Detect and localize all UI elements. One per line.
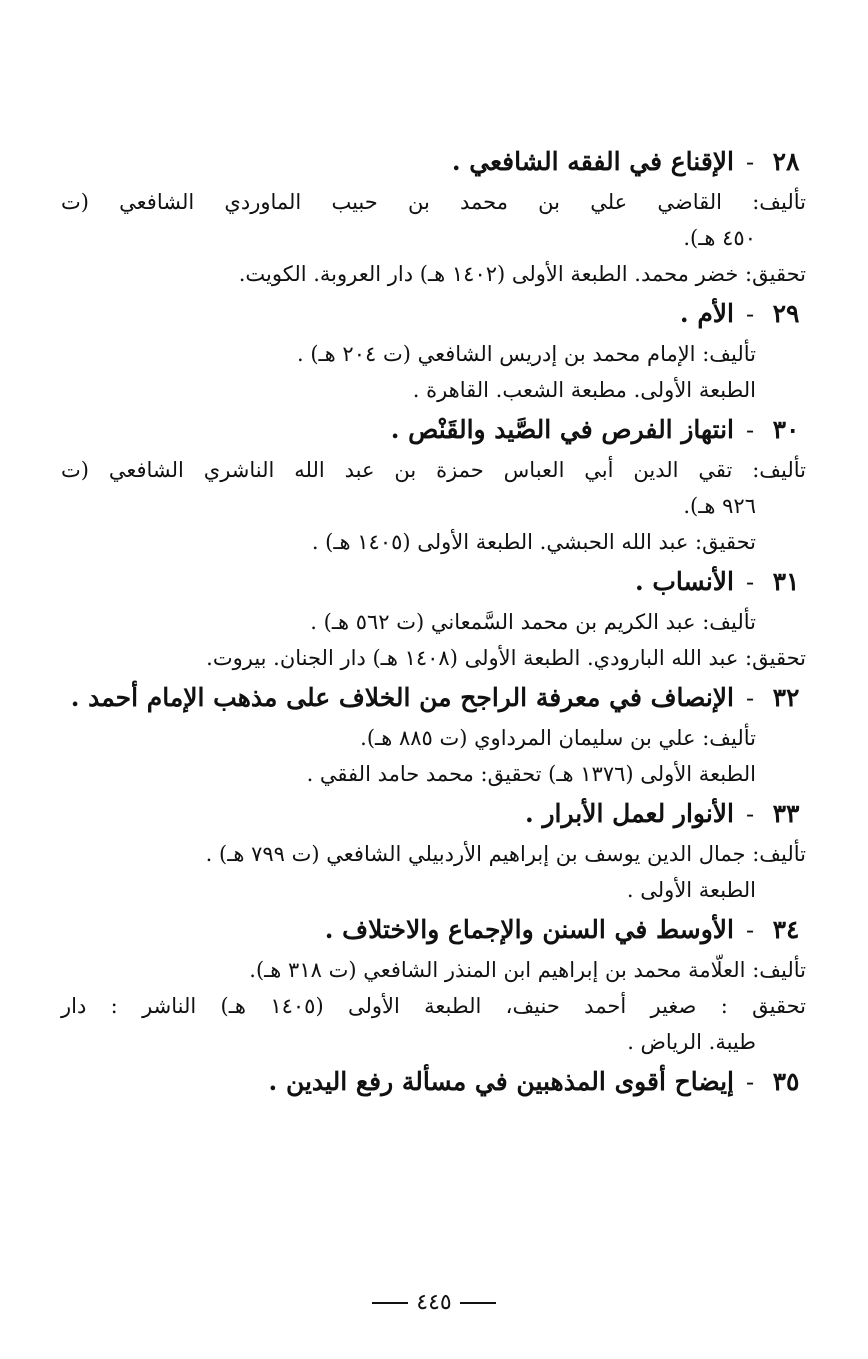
entry-detail-line: طيبة. الرياض . — [627, 1030, 756, 1054]
entry-heading — [61, 560, 806, 604]
entry-title: الإقناع في الفقه الشافعي . — [451, 147, 734, 176]
entry-dash: - — [745, 300, 755, 328]
entry-detail-line: تحقيق: عبد الله الحبشي. الطبعة الأولى (١٤٠٥ هـ) . — [311, 530, 756, 554]
entry-title: الأنساب . — [634, 567, 734, 596]
entry-number: ٢٩ — [772, 299, 800, 328]
entry-title: الأنوار لعمل الأبرار . — [525, 799, 734, 828]
entry-detail-line: تحقيق: عبد الله البارودي. الطبعة الأولى (١٤٠٨ هـ) دار الجنان. بيروت. — [206, 646, 806, 670]
entry-title: انتهاز الفرص في الصَّيد والقَنْص . — [390, 415, 734, 444]
entry-detail-line: تأليف: العلّامة محمد بن إبراهيم ابن المنذر الشافعي (ت ٣١٨ هـ). — [249, 958, 806, 982]
entry-detail-line: تأليف: علي بن سليمان المرداوي (ت ٨٨٥ هـ). — [360, 726, 756, 750]
entry-number: ٣٠ — [772, 415, 800, 444]
entry-detail-line: تأليف: جمال الدين يوسف بن إبراهيم الأردبيلي الشافعي (ت ٧٩٩ هـ) . — [205, 842, 806, 866]
entry-heading — [61, 140, 806, 184]
folio-dash-left — [460, 1302, 496, 1304]
entry-dash: - — [745, 916, 755, 944]
entry-detail-line: الطبعة الأولى. مطبعة الشعب. القاهرة . — [412, 378, 756, 402]
entry-dash: - — [745, 568, 755, 596]
entry-title: إيضاح أقوى المذهبين في مسألة رفع اليدين . — [268, 1067, 734, 1096]
page-number — [0, 1290, 868, 1315]
entry-number: ٣٤ — [772, 915, 800, 944]
entry-detail-line: الطبعة الأولى (١٣٧٦ هـ) تحقيق: محمد حامد الفقي . — [306, 762, 756, 786]
page-number-text: ٤٤٥ — [416, 1290, 452, 1315]
entry-number: ٢٨ — [772, 147, 800, 176]
entry-title: الإنصاف في معرفة الراجح من الخلاف على مذهب الإمام أحمد . — [70, 683, 734, 712]
entry-dash: - — [745, 800, 755, 828]
entry-dash: - — [745, 148, 755, 176]
bibliography-entry — [61, 140, 806, 292]
bibliography-entry — [61, 908, 806, 1060]
entry-detail-line: الطبعة الأولى . — [626, 878, 756, 902]
entry-heading — [61, 792, 806, 836]
entry-title: الأوسط في السنن والإجماع والاختلاف . — [324, 915, 734, 944]
entry-detail-line: تحقيق: خضر محمد. الطبعة الأولى (١٤٠٢ هـ) دار العروبة. الكويت. — [238, 262, 806, 286]
bibliography-entry — [61, 792, 806, 908]
bibliography-entry — [61, 676, 806, 792]
bibliography-entry — [61, 1060, 806, 1104]
entry-heading — [61, 408, 806, 452]
entry-dash: - — [745, 684, 755, 712]
folio-dash-right — [372, 1302, 408, 1304]
entry-detail-line: تأليف: الإمام محمد بن إدريس الشافعي (ت ٢٠٤ هـ) . — [296, 342, 756, 366]
entry-heading — [61, 908, 806, 952]
entry-dash: - — [745, 1068, 755, 1096]
entry-number: ٣١ — [772, 567, 800, 596]
entry-heading — [61, 676, 806, 720]
bibliography-entry — [61, 292, 806, 408]
entry-detail-line: تأليف: تقي الدين أبي العباس حمزة بن عبد الله الناشري الشافعي (ت — [61, 458, 806, 482]
entry-dash: - — [745, 416, 755, 444]
entry-number: ٣٣ — [772, 799, 800, 828]
bibliography-entry — [61, 560, 806, 676]
entry-detail-line: ٤٥٠ هـ). — [683, 226, 756, 250]
entry-detail-line: ٩٢٦ هـ). — [683, 494, 756, 518]
bibliography-list — [61, 140, 806, 1104]
entry-detail-line: تأليف: عبد الكريم بن محمد السَّمعاني (ت ٥٦٢ هـ) . — [310, 610, 756, 634]
entry-detail-line: تأليف: القاضي علي بن محمد بن حبيب الماوردي الشافعي (ت — [61, 190, 806, 214]
entry-heading — [61, 292, 806, 336]
entry-title: الأم . — [679, 299, 734, 328]
entry-number: ٣٢ — [772, 683, 800, 712]
bibliography-entry — [61, 408, 806, 560]
entry-heading — [61, 1060, 806, 1104]
entry-detail-line: تحقيق : صغير أحمد حنيف، الطبعة الأولى (١٤٠٥ هـ) الناشر : دار — [61, 994, 806, 1018]
entry-number: ٣٥ — [772, 1067, 800, 1096]
